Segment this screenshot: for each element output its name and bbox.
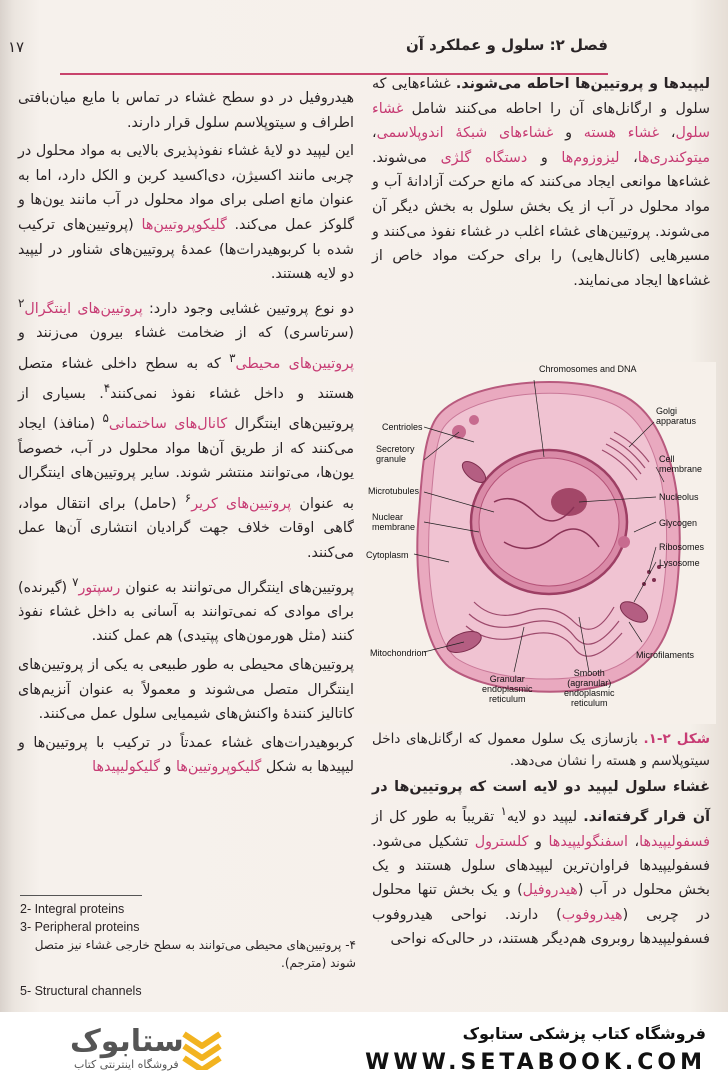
nucleoplasm [479, 458, 619, 586]
footnote-2: 2- Integral proteins [20, 902, 125, 916]
logo-subtitle: فروشگاه اینترنتی کتاب [74, 1058, 179, 1071]
lp4-a: پروتیین‌های اینتگرال می‌توانند به عنوان [120, 579, 354, 596]
sep-5: و [527, 149, 562, 166]
lp3-sup1: ۲ [18, 295, 25, 310]
left-p1: هیدروفیل در دو سطح غشاء در تماس با مایع میان‌بافتی اطراف و سیتوپلاسم سلول قرار دارند. [18, 90, 354, 131]
store-url-link[interactable]: WWW.SETABOOK.COM [365, 1050, 706, 1075]
lp2-b: (پروتیین‌های ترکیب شده با کربوهیدرات‌ها) عمدهٔ پروتیین‌های شناور در لیپید دو لایه هستند. [18, 216, 354, 283]
term-receptor: رسپتور [78, 579, 121, 596]
label-chromosomes: Chromosomes and DNA [539, 364, 637, 374]
intro-paragraph [372, 72, 710, 293]
cell-figure [364, 362, 716, 724]
s2-sup: ۱ [500, 804, 507, 819]
lp3-sup2: ۳ [229, 350, 236, 365]
label-microfilaments: Microfilaments [636, 650, 695, 660]
footnotes [20, 900, 356, 1000]
chapter-title: فصل ۲: سلول و عملکرد آن [405, 36, 608, 54]
sep-1: ، [659, 125, 676, 142]
store-footer [0, 1012, 728, 1080]
book-chevron-icon [180, 1026, 224, 1070]
left-p6 [18, 731, 354, 780]
lp3-f: (حامل) برای انتقال مواد، گاهی اوقات خلاف جهت گرادیان انتشاری آن‌ها عمل می‌کنند. [18, 495, 354, 561]
intro-bold: لیپیدها و پروتیین‌ها احاطه می‌شوند. [455, 76, 710, 92]
label-cell-membrane: Cell membrane [659, 454, 703, 474]
term-glycolipids: گلیکولیپیدها [92, 759, 161, 776]
page-header [0, 28, 728, 62]
caption-text: بازسازی یک سلول معمول که ارگانل‌های داخل سیتوپلاسم و هسته را نشان می‌دهد. [372, 731, 710, 769]
left-p3 [18, 291, 354, 566]
left-p5: پروتیین‌های محیطی به طور طبیعی به یکی از پروتیین‌های اینتگرال متصل می‌شوند و معمولاً به عنوان آنزیم‌های کاتالیز کنندهٔ واکنش‌های شیمیایی سلول عمل می‌کنند. [18, 657, 354, 723]
term-glycoproteins: گلیکوپروتیین‌ها [141, 216, 227, 233]
term-cell-membrane: غشاء سلول [372, 100, 710, 142]
lp2-a: این لیپید دو لایهٔ غشاء نفوذپذیری بالایی به مواد محلول در چربی مانند اکسیژن، دی‌اکسید کربن و الکل دارد، اما به عنوان مانع اصلی برای مواد محلول در آب مانند یون‌ها و گلوکز عمل می‌کند. [18, 143, 355, 233]
term-phospholipids: فسفولیپیدها [639, 833, 710, 850]
s2-sep1: ، [627, 833, 640, 850]
label-ribosomes: Ribosomes [659, 542, 705, 552]
sep-3: ، [372, 125, 377, 142]
intro-text-a: غشاءهایی که سلول و ارگانل‌های آن را احاطه می‌کنند شامل [372, 76, 710, 117]
term-lysosomes: لیزوزوم‌ها [561, 149, 620, 166]
term-golgi: دستگاه گلژی [440, 149, 528, 166]
s2-e: ) دارند. نواحی هیدروفوب فسفولیپیدها روبروی هم‌دیگر هستند، در حالی‌که نواحی [372, 906, 710, 948]
page-number: ۱۷ [8, 38, 25, 56]
lp3-sup3: ۴ [103, 381, 111, 396]
lp6-s: و [160, 759, 177, 776]
label-nucleolus: Nucleolus [659, 492, 699, 502]
label-glycogen: Glycogen [659, 518, 698, 528]
term-nuclear-membrane: غشاء هسته [583, 125, 660, 142]
sep-2: و [553, 125, 584, 142]
lp3-e: (منافذ) ایجاد می‌کنند که از طریق آن‌ها مواد محلول در آب، خصوصاً یون‌ها، می‌توانند منتشر شوند. سایر پروتیین‌های اینتگرال به عنوان [18, 416, 354, 512]
footnote-5: 5- Structural channels [20, 984, 142, 998]
label-granular-er: Granular endoplasmic reticulum [482, 674, 533, 704]
left-column [18, 86, 354, 784]
label-nuclear-membrane: Nuclear membrane [372, 512, 416, 532]
lp3-c: که به سطح داخلی غشاء متصل هستند و داخل غشاء نفوذ نمی‌کنند [18, 355, 354, 402]
left-p2 [18, 139, 354, 287]
caption-number: شکل ۲-۱. [643, 731, 710, 747]
lp3-d: . بسیاری از پروتیین‌های اینتگرال [18, 385, 354, 433]
label-cytoplasm: Cytoplasm [366, 550, 409, 560]
lipid-bilayer-section [372, 775, 710, 952]
term-er-membranes: غشاءهای شبکهٔ اندوپلاسمی [376, 125, 554, 142]
lp4-sup: ۷ [72, 574, 79, 589]
s2-sep2: و [528, 833, 549, 850]
footnote-rule [20, 895, 142, 896]
label-golgi: Golgi apparatus [656, 406, 697, 426]
lp3-b: (سرتاسری) که از ضخامت غشاء بیرون می‌زنند و [18, 325, 354, 342]
lp4-b: (گیرنده) برای موادی که نمی‌توانند به آسانی به داخل غشاء نفوذ کنند (مثل هورمون‌های پپتیدی) هم عمل کنند. [18, 579, 354, 645]
sep-4: ، [619, 149, 638, 166]
s2-b: تقریباً به طور کل از [372, 809, 501, 826]
term-integral-proteins: پروتیین‌های اینتگرال [24, 300, 143, 317]
footnote-3: 3- Peripheral proteins [20, 920, 140, 934]
label-mitochondrion: Mitochondrion [370, 648, 427, 658]
term-hydrophilic: هیدروفیل [522, 882, 578, 899]
term-hydrophobic: هیدروفوب [561, 906, 623, 923]
term-carrier-proteins: پروتیین‌های کریر [191, 495, 292, 512]
store-name: فروشگاه کتاب پزشکی ستابوک [462, 1024, 706, 1043]
logo-text: ستابوک [70, 1024, 184, 1059]
term-sphingolipids: اسفنگولیپیدها [548, 833, 628, 850]
label-smooth-er: Smooth (agranular) endoplasmic reticulum [564, 668, 615, 708]
label-centrioles: Centrioles [382, 422, 423, 432]
term-structural-channels: کانال‌های ساختمانی [108, 416, 228, 433]
s2-a: لیپید دو لایه [506, 809, 584, 826]
intro-text-b: می‌شوند. غشاءها موانعی ایجاد می‌کنند که مانع حرکت آزادانهٔ آب و مواد محلول در آب از یک بخش سلول به بخش دیگر آن می‌شوند. پروتیین‌های غشاء اغلب در غشاء نفوذ می‌کنند و مسیرهایی (کانال‌هایی) را برای حرکت مواد خاص از غشاءها ایجاد می‌نمایند. [372, 149, 710, 289]
s2-d: ) و یک بخش تنها محلول در چربی ( [372, 882, 710, 923]
section2-heading: غشاء سلول لیپید دو لایه است که پروتیین‌ها در آن قرار گرفته‌اند. [372, 779, 711, 826]
store-logo[interactable] [30, 1022, 230, 1074]
term-glycoproteins-2: گلیکوپروتیین‌ها [176, 759, 262, 776]
label-secretory-granule: Secretory granule [376, 444, 415, 464]
lp6-a: کربوهیدرات‌های غشاء عمدتاً در ترکیب با پروتیین‌ها و لیپیدها به شکل [18, 734, 354, 776]
label-lysosome: Lysosome [659, 558, 700, 568]
left-p4 [18, 570, 354, 650]
figure-caption [372, 728, 710, 772]
label-microtubules: Microtubules [368, 486, 420, 496]
footnote-4: ۴- پروتیین‌های محیطی می‌توانند به سطح خارجی غشاء نیز متصل شوند (مترجم). [34, 938, 356, 970]
term-mitochondria: میتوکندری‌ها [637, 149, 710, 166]
lp3-sup5: ۶ [184, 490, 192, 505]
lp3-a: دو نوع پروتیین غشایی وجود دارد: [142, 300, 354, 317]
term-cholesterol: کلسترول [474, 833, 529, 850]
lp3-sup4: ۵ [102, 411, 109, 426]
right-column-intro [372, 72, 710, 297]
s2-c: تشکیل می‌شود. فسفولیپیدها فراوان‌ترین لیپیدهای سلول هستند و یک بخش محلول در آب ( [372, 833, 710, 899]
term-peripheral-proteins: پروتیین‌های محیطی [235, 355, 354, 372]
